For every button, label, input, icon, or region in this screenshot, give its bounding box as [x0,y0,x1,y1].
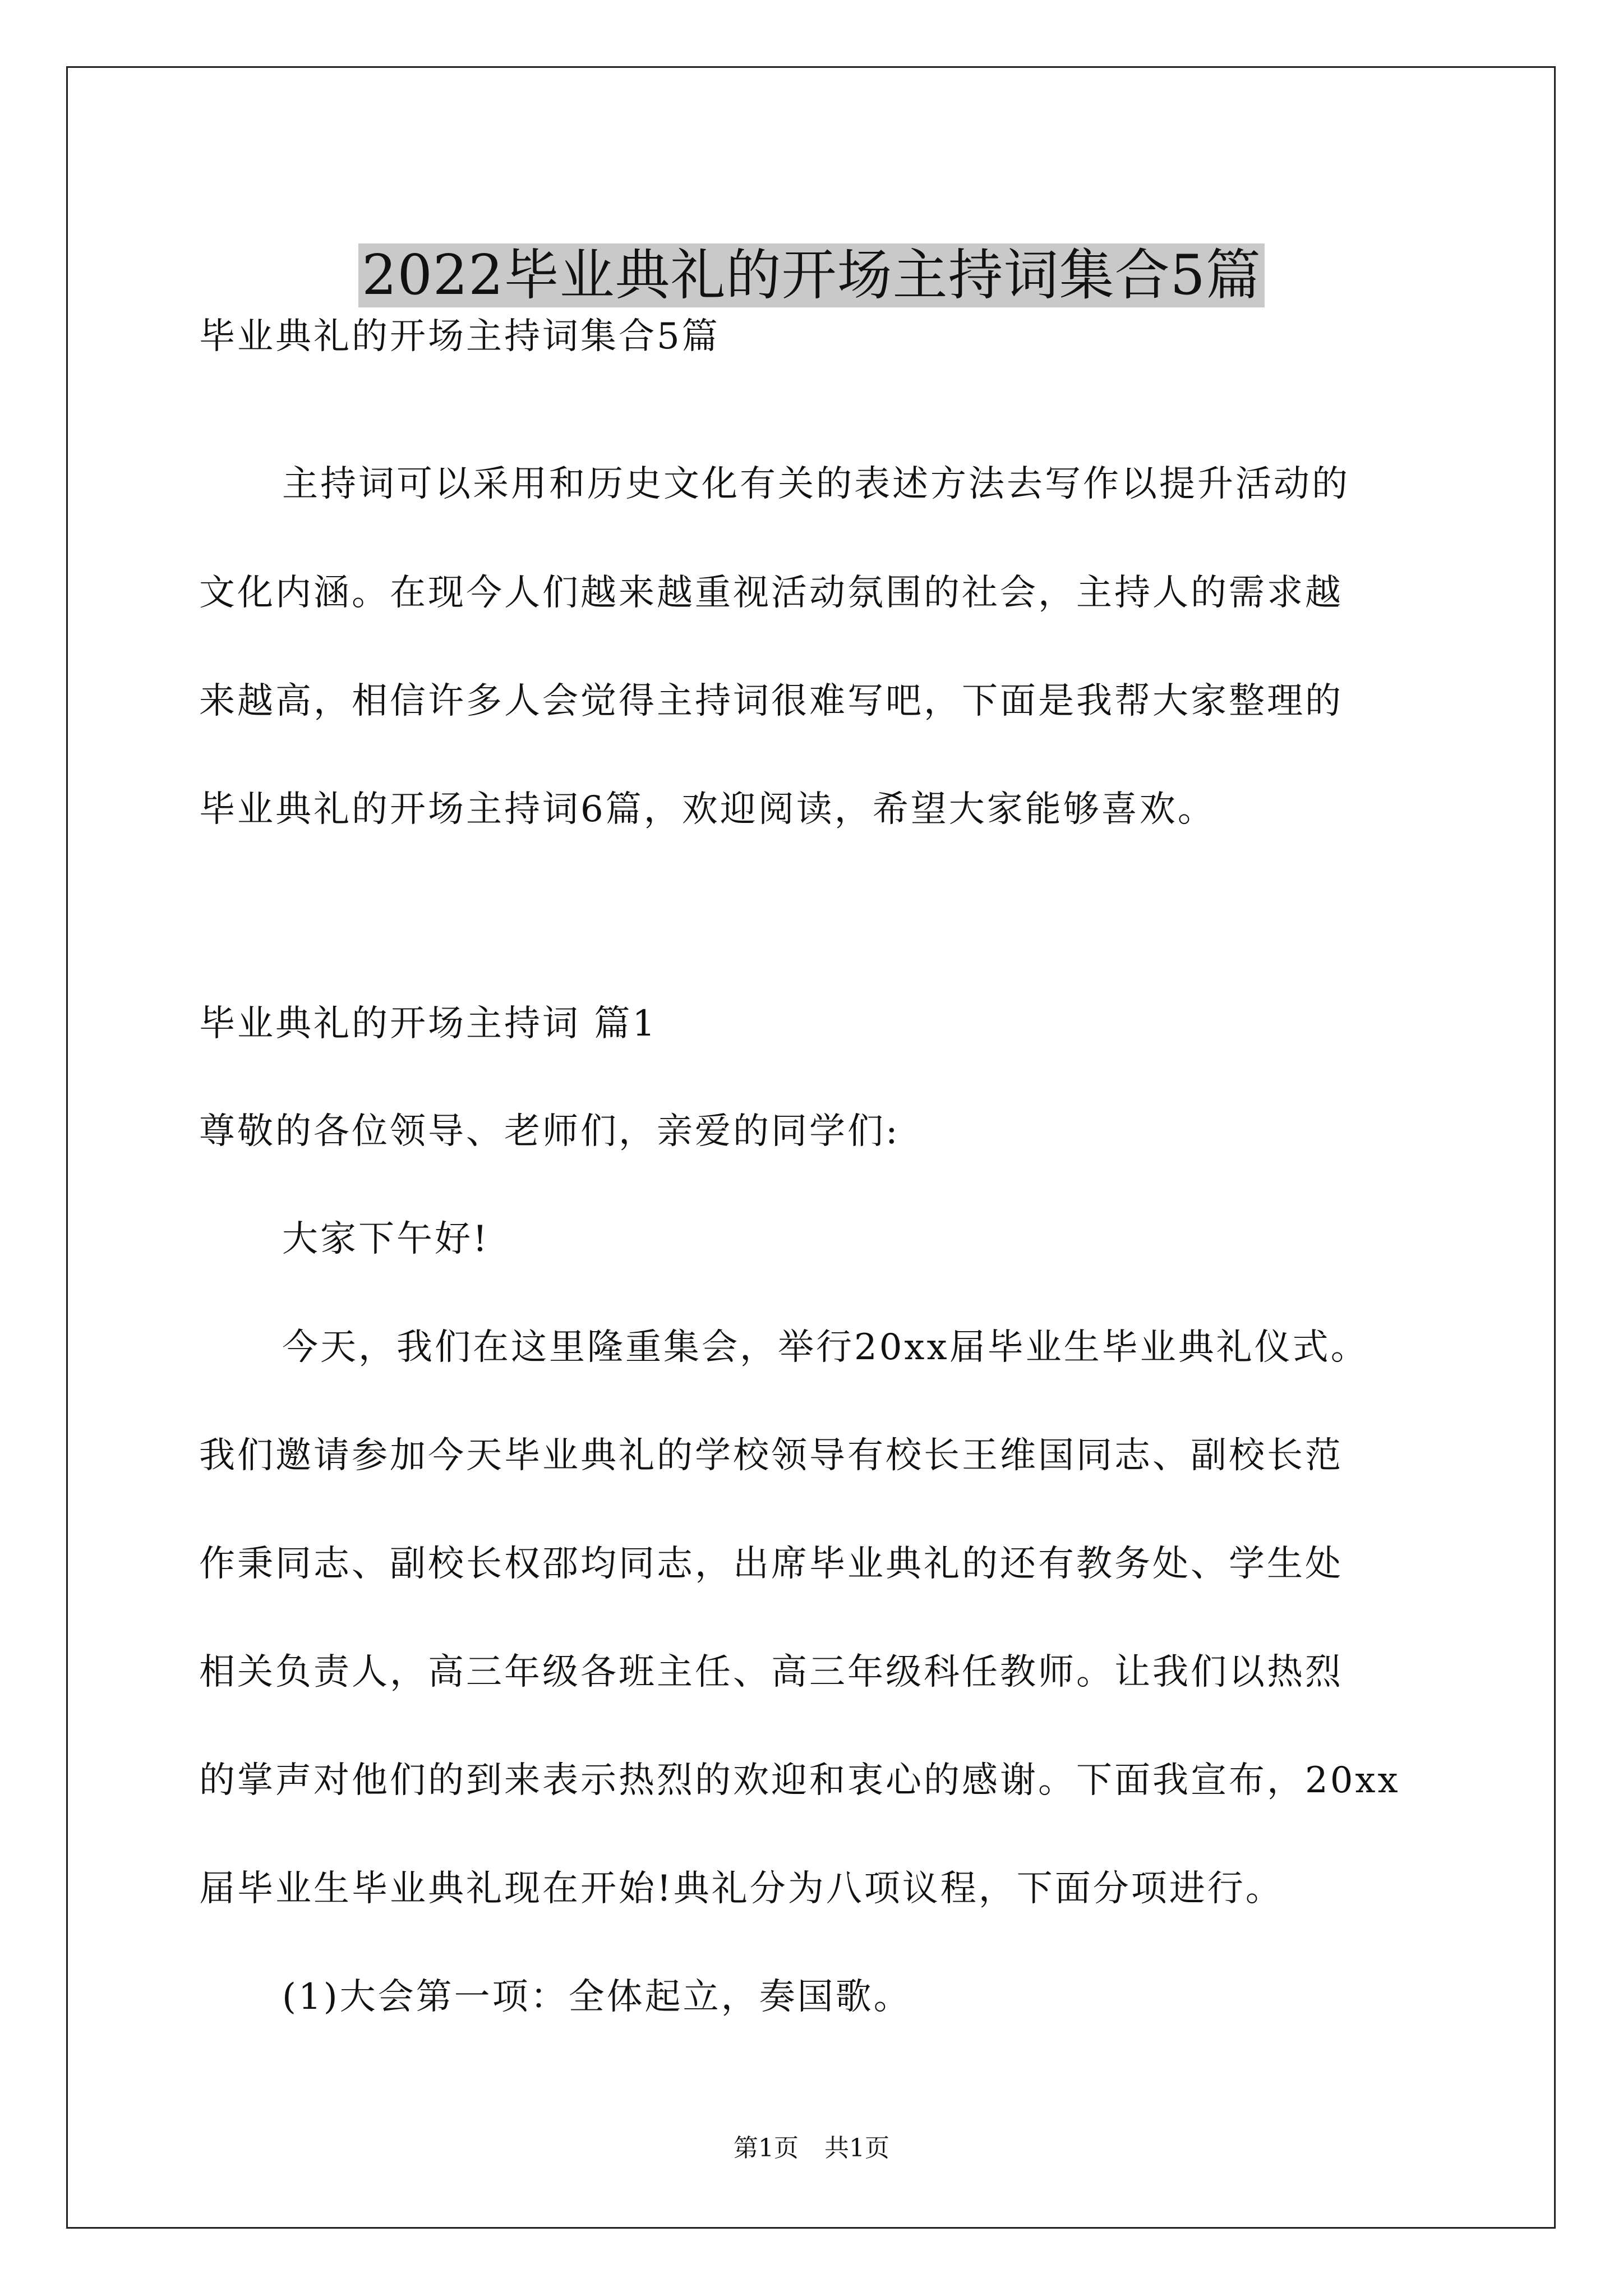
body-line: 作秉同志、副校长权邵均同志，出席毕业典礼的还有教务处、学生处 [199,1543,1343,1585]
body-line: 的掌声对他们的到来表示热烈的欢迎和衷心的感谢。下面我宣布，20xx [199,1760,1400,1801]
document-subtitle: 毕业典礼的开场主持词集合5篇 [199,316,720,357]
intro-line: 主持词可以采用和历史文化有关的表述方法去写作以提升活动的 [282,463,1350,505]
body-line: 届毕业生毕业典礼现在开始!典礼分为八项议程，下面分项进行。 [199,1868,1284,1910]
body-line: 今天，我们在这里隆重集会，举行20xx届毕业生毕业典礼仪式。 [282,1327,1369,1368]
document-title [0,236,1623,315]
page-footer [0,2132,1623,2165]
intro-line: 毕业典礼的开场主持词6篇，欢迎阅读，希望大家能够喜欢。 [199,789,1216,830]
document-title-text: 2022毕业典礼的开场主持词集合5篇 [358,243,1265,307]
section-heading: 毕业典礼的开场主持词 篇1 [199,1003,658,1045]
body-line: 相关负责人，高三年级各班主任、高三年级科任教师。让我们以热烈 [199,1651,1343,1693]
greeting: 大家下午好! [282,1218,490,1260]
agenda-item: (1)大会第一项：全体起立，奏国歌。 [282,1976,912,2018]
page-total: 共1页 [824,2134,889,2162]
salutation: 尊敬的各位领导、老师们，亲爱的同学们: [199,1111,900,1152]
intro-line: 文化内涵。在现今人们越来越重视活动氛围的社会，主持人的需求越 [199,572,1343,614]
body-line: 我们邀请参加今天毕业典礼的学校领导有校长王维国同志、副校长范 [199,1435,1343,1476]
intro-line: 来越高，相信许多人会觉得主持词很难写吧，下面是我帮大家整理的 [199,680,1343,722]
page-number: 第1页 [734,2134,799,2162]
